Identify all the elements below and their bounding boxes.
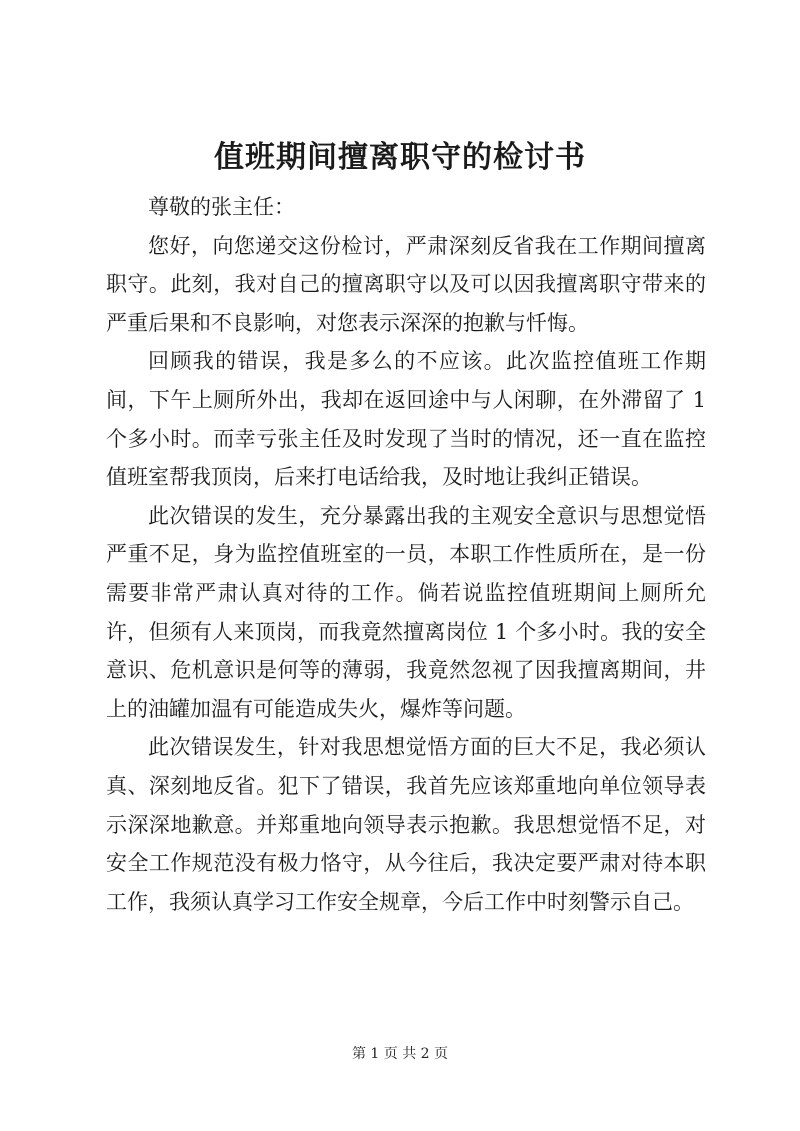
page-footer: 第 1 页 共 2 页 bbox=[351, 1046, 449, 1062]
document-body bbox=[106, 188, 706, 921]
document-title: 值班期间擅离职守的检讨书 bbox=[214, 140, 586, 175]
salutation: 尊敬的张主任： bbox=[148, 195, 295, 219]
paragraph-4: 此次错误发生，针对我思想觉悟方面的巨大不足，我必须认真、深刻地反省。犯下了错误，我首先应该郑重地向单位领导表示深深地歉意。并郑重地向领导表示抱歉。我思想觉悟不足，对安全工作规范没有极力恪守，从今往后，我决定要严肃对待本职工作，我须认真学习工作安全规章，今后工作中时刻警示自己。 bbox=[106, 735, 706, 914]
paragraph-1: 您好，向您递交这份检讨，严肃深刻反省我在工作期间擅离职守。此刻，我对自己的擅离职守以及可以因我擅离职守带来的严重后果和不良影响，对您表示深深的抱歉与忏悔。 bbox=[106, 233, 706, 335]
paragraph-3: 此次错误的发生，充分暴露出我的主观安全意识与思想觉悟严重不足，身为监控值班室的一员，本职工作性质所在，是一份需要非常严肃认真对待的工作。倘若说监控值班期间上厕所允许，但须有人来顶岗，而我竟然擅离岗位 1 个多小时。我的安全意识、危机意识是何等的薄弱，我竟然忽视了因我擅离期间，井上的油罐加温有可能造成失火，爆炸等问题。 bbox=[106, 503, 706, 721]
paragraph-2: 回顾我的错误，我是多么的不应该。此次监控值班工作期间，下午上厕所外出，我却在返回途中与人闲聊，在外滞留了 1 个多小时。而幸亏张主任及时发现了当时的情况，还一直在监控值班室帮我顶岗，后来打电话给我，及时地让我纠正错误。 bbox=[106, 349, 706, 490]
